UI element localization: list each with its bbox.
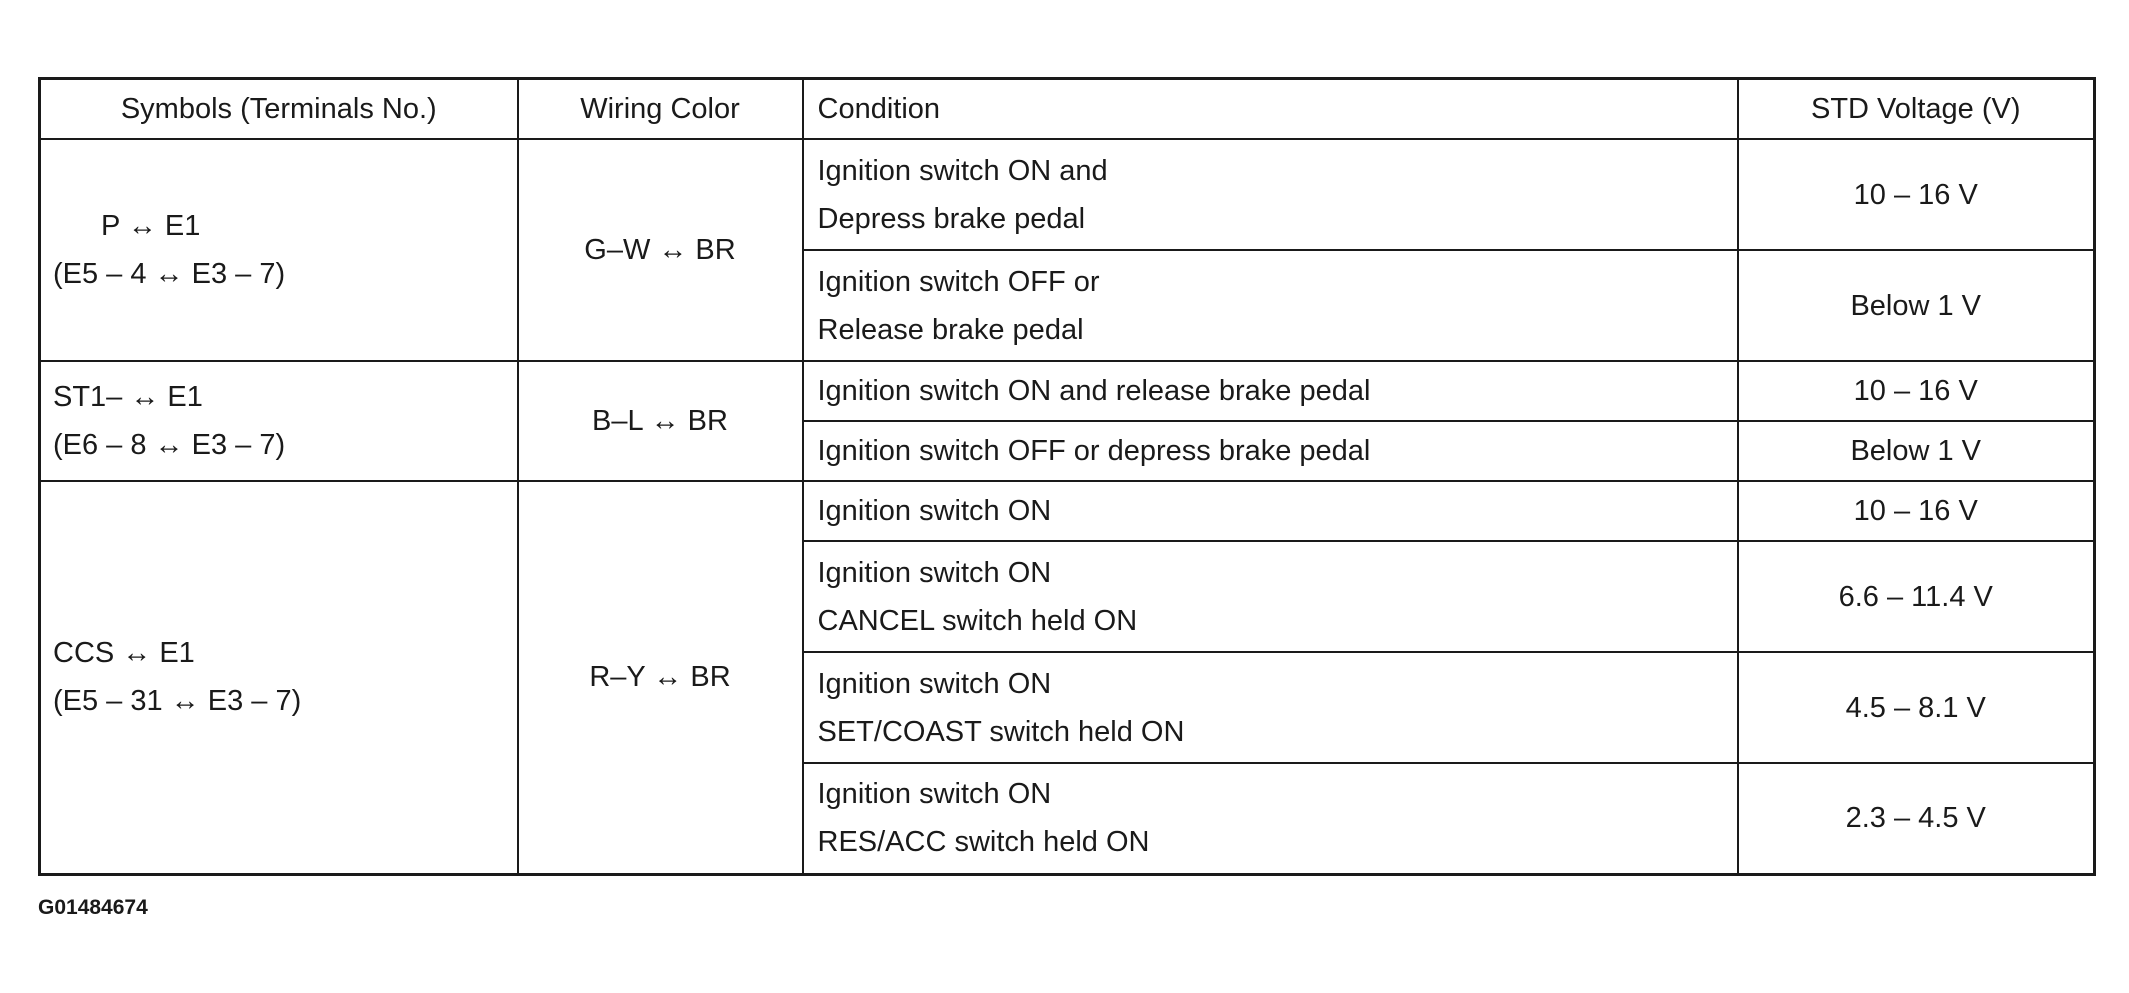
header-row	[40, 79, 2095, 140]
symbol-terminals: (E6 – 8 ↔ E3 – 7)	[53, 429, 286, 461]
figure-id-label: G01484674	[38, 896, 148, 919]
condition-line: Ignition switch ON	[817, 778, 1052, 811]
condition-line: Release brake pedal	[817, 313, 1084, 346]
voltage-cell: Below 1 V	[1738, 250, 2095, 361]
symbol-name: P ↔ E1	[101, 210, 201, 242]
condition-cell: Ignition switch ON	[803, 481, 1738, 541]
condition-line: SET/COAST switch held ON	[817, 715, 1185, 748]
symbol-cell	[40, 481, 518, 874]
condition-cell: Ignition switch OFF or depress brake pedal	[803, 421, 1738, 481]
voltage-cell: Below 1 V	[1738, 421, 2095, 481]
table-row	[40, 481, 2095, 541]
condition-cell	[803, 541, 1738, 652]
condition-line: Depress brake pedal	[817, 202, 1086, 235]
table-row	[40, 361, 2095, 421]
condition-line: CANCEL switch held ON	[817, 604, 1138, 637]
condition-cell	[803, 652, 1738, 763]
condition-cell	[803, 250, 1738, 361]
condition-line: Ignition switch ON	[817, 556, 1052, 589]
symbol-name: ST1– ↔ E1	[53, 381, 203, 413]
condition-cell: Ignition switch ON and release brake pedal	[803, 361, 1738, 421]
symbol-cell	[40, 361, 518, 481]
header-condition: Condition	[803, 79, 1738, 140]
wiring-color-cell: R–Y ↔ BR	[518, 481, 803, 874]
symbol-name: CCS ↔ E1	[53, 637, 195, 670]
voltage-spec-table	[38, 77, 2096, 876]
header-std-voltage: STD Voltage (V)	[1738, 79, 2095, 140]
wiring-color-cell: G–W ↔ BR	[518, 139, 803, 361]
header-wiring-color: Wiring Color	[518, 79, 803, 140]
symbol-terminals: (E5 – 31 ↔ E3 – 7)	[53, 685, 302, 718]
voltage-cell: 10 – 16 V	[1738, 139, 2095, 250]
condition-cell	[803, 139, 1738, 250]
table-row	[40, 139, 2095, 250]
voltage-cell: 10 – 16 V	[1738, 481, 2095, 541]
voltage-cell: 6.6 – 11.4 V	[1738, 541, 2095, 652]
wiring-color-cell: B–L ↔ BR	[518, 361, 803, 481]
header-symbols: Symbols (Terminals No.)	[40, 79, 518, 140]
voltage-cell: 4.5 – 8.1 V	[1738, 652, 2095, 763]
condition-line: Ignition switch ON and	[817, 154, 1108, 187]
symbol-cell	[40, 139, 518, 361]
condition-line: Ignition switch ON	[817, 667, 1052, 700]
symbol-terminals: (E5 – 4 ↔ E3 – 7)	[53, 258, 286, 290]
condition-line: Ignition switch OFF or	[817, 265, 1100, 298]
condition-cell	[803, 763, 1738, 874]
voltage-cell: 2.3 – 4.5 V	[1738, 763, 2095, 874]
condition-line: RES/ACC switch held ON	[817, 826, 1150, 859]
voltage-cell: 10 – 16 V	[1738, 361, 2095, 421]
